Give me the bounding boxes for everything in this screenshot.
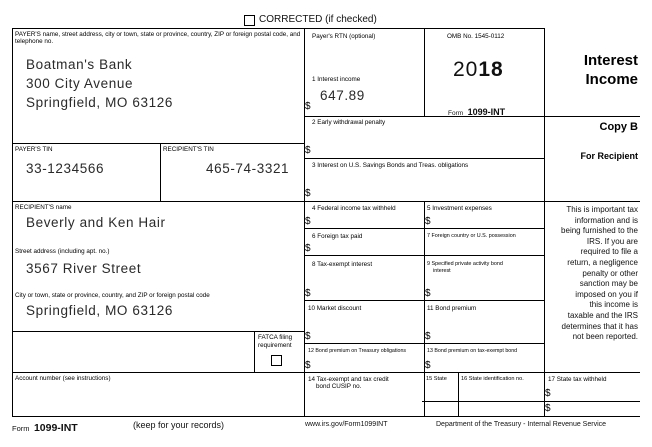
payer-street[interactable]: 300 City Avenue xyxy=(26,76,134,91)
box6-dollar: $ xyxy=(305,243,311,254)
box10-dollar: $ xyxy=(305,331,311,342)
recipient-street-label: Street address (including apt. no.) xyxy=(15,248,110,255)
recipient-tin[interactable]: 465-74-3321 xyxy=(206,161,290,176)
recipient-tin-label: RECIPIENT'S TIN xyxy=(163,146,214,153)
notice-line: being furnished to the xyxy=(561,226,638,236)
account-number-label: Account number (see instructions) xyxy=(15,375,111,382)
box4-label: 4 Federal income tax withheld xyxy=(312,205,396,212)
omb-number: OMB No. 1545-0112 xyxy=(447,33,505,40)
copy-b-label: Copy B xyxy=(599,121,638,133)
tax-year-suffix: 18 xyxy=(478,58,504,81)
box8-label: 8 Tax-exempt interest xyxy=(312,261,373,268)
form-name: 1099-INT xyxy=(467,107,506,117)
box11-label: 11 Bond premium xyxy=(427,305,477,312)
notice-line: required to file a xyxy=(580,247,638,257)
box9-dollar: $ xyxy=(425,288,431,299)
payer-city[interactable]: Springfield, MO 63126 xyxy=(26,95,173,110)
form-title-line2: Income xyxy=(585,71,638,88)
fatca-checkbox[interactable] xyxy=(271,355,282,366)
box14-label-1: 14 Tax-exempt and tax credit xyxy=(308,376,389,383)
box9-label-1: 9 Specified private activity bond xyxy=(427,261,503,267)
box2-dollar: $ xyxy=(305,145,311,156)
form-id-label xyxy=(448,102,505,120)
notice-line: determines that it has xyxy=(561,321,638,331)
notice-line: penalty or other xyxy=(582,268,638,278)
box4-dollar: $ xyxy=(305,216,311,227)
payer-tin-label: PAYER'S TIN xyxy=(15,146,53,153)
box16-label: 16 State identification no. xyxy=(461,376,524,382)
box14-label-2: bond CUSIP no. xyxy=(316,383,362,390)
fatca-label-1: FATCA filing xyxy=(258,334,293,341)
box9-label-2: interest xyxy=(433,268,451,274)
box13-dollar: $ xyxy=(425,360,431,371)
recipient-name-label: RECIPIENT'S name xyxy=(15,204,72,211)
notice-line: this income is xyxy=(589,300,638,310)
box6-label: 6 Foreign tax paid xyxy=(312,233,363,240)
box12-dollar: $ xyxy=(305,360,311,371)
payer-tin[interactable]: 33-1234566 xyxy=(26,161,105,176)
notice-line: not been reported. xyxy=(572,332,638,342)
box2-label: 2 Early withdrawal penalty xyxy=(312,119,386,126)
payer-name[interactable]: Boatman's Bank xyxy=(26,57,133,72)
box1-interest-income[interactable]: 647.89 xyxy=(320,88,365,103)
footer-keep-records: (keep for your records) xyxy=(133,420,225,430)
notice-line: IRS. If you are xyxy=(586,236,638,246)
footer-form-name: 1099-INT xyxy=(33,422,78,434)
notice-line: imposed on you if xyxy=(575,289,638,299)
box15-label: 15 State xyxy=(426,376,447,382)
notice-line: return, a negligence xyxy=(567,257,638,267)
recipient-city-label: City or town, state or province, country, and ZIP or foreign postal code xyxy=(15,292,210,299)
footer-department: Department of the Treasury - Internal Revenue Service xyxy=(436,421,607,428)
box5-dollar: $ xyxy=(425,216,431,227)
tax-year xyxy=(453,58,504,82)
corrected-label: CORRECTED (if checked) xyxy=(259,14,377,25)
recipient-notice xyxy=(545,205,638,343)
box13-label: 13 Bond premium on tax-exempt bond xyxy=(427,348,518,354)
footer-form-word: Form xyxy=(12,424,30,433)
box5-label: 5 Investment expenses xyxy=(427,205,492,212)
form-title-line1: Interest xyxy=(583,52,638,69)
recipient-city[interactable]: Springfield, MO 63126 xyxy=(26,303,173,318)
box7-label: 7 Foreign country or U.S. possession xyxy=(427,233,516,239)
box3-dollar: $ xyxy=(305,188,311,199)
payer-info-label: PAYER'S name, street address, city or town, state or province, country, ZIP or foreign postal code, and telephone no. xyxy=(15,31,301,46)
box17-dollar-1: $ xyxy=(545,388,551,399)
box11-dollar: $ xyxy=(425,331,431,342)
box17-dollar-2: $ xyxy=(545,403,551,414)
notice-line: This is important tax xyxy=(566,205,638,214)
recipient-street[interactable]: 3567 River Street xyxy=(26,261,142,276)
payer-rtn-label: Payer's RTN (optional) xyxy=(312,33,376,40)
box3-label: 3 Interest on U.S. Savings Bonds and Treas. obligations xyxy=(312,162,469,169)
corrected-checkbox[interactable] xyxy=(244,15,255,26)
footer-form-id xyxy=(12,418,78,436)
box17-label: 17 State tax withheld xyxy=(548,376,607,383)
box1-dollar: $ xyxy=(305,101,311,112)
tax-year-prefix: 20 xyxy=(453,58,479,81)
box12-label: 12 Bond premium on Treasury obligations xyxy=(308,348,407,354)
notice-line: taxable and the IRS xyxy=(567,310,638,320)
notice-line: sanction may be xyxy=(579,279,638,289)
fatca-label-2: requirement xyxy=(258,342,292,349)
box1-label: 1 Interest income xyxy=(312,76,361,83)
box10-label: 10 Market discount xyxy=(308,305,362,312)
box8-dollar: $ xyxy=(305,288,311,299)
form-word: Form xyxy=(448,110,464,117)
recipient-name[interactable]: Beverly and Ken Hair xyxy=(26,215,166,230)
for-recipient-label: For Recipient xyxy=(580,151,638,161)
notice-line: information and is xyxy=(574,215,638,225)
footer-irs-url[interactable]: www.irs.gov/Form1099INT xyxy=(305,421,388,428)
